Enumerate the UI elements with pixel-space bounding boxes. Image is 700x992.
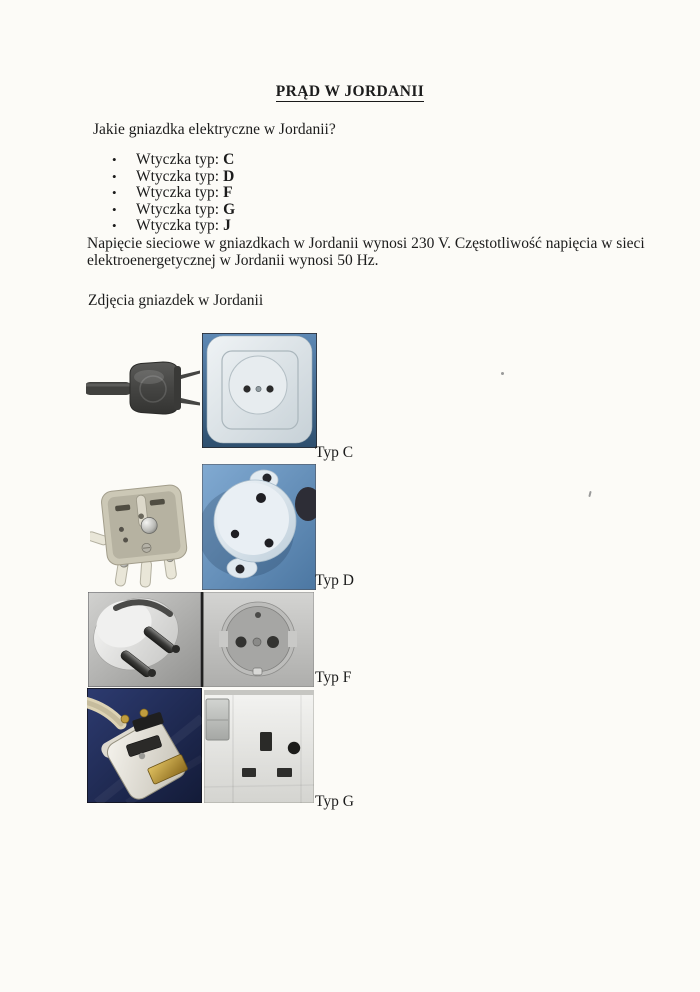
socket-hole-left [236,637,247,648]
socket-hole-top [256,493,266,503]
list-item [112,185,235,202]
plug-type-letter: J [223,217,231,235]
scan-speck [588,491,591,497]
socket-hole-left [231,530,239,538]
socket-slot-left [242,768,256,777]
plug-type-letter: G [223,200,236,218]
plug-pin-top [181,371,200,380]
plug-body [130,362,178,414]
list-item-label: Wtyczka typ: [136,151,220,168]
plug-type-letter: C [223,151,235,168]
socket-hole-right [266,385,273,392]
list-item [112,152,235,169]
list-item [112,169,235,186]
list-item [112,202,235,219]
type-f-plug-and-socket-photo [88,592,314,687]
list-item-label: Wtyczka typ: [136,217,220,235]
voltage-paragraph-line1: Napięcie sieciowe w gniazdkach w Jordanii wynosi 230 V. Częstotliwość napięcia w sieci [87,235,645,252]
type-c-socket-photo [202,333,317,448]
voltage-paragraph [87,236,647,269]
photos-caption: Zdjęcia gniazdek w Jordanii [88,292,264,309]
question-line: Jakie gniazdka elektryczne w Jordanii? [93,121,336,138]
earth-clip [253,668,262,675]
list-item [112,218,235,235]
plug-body [100,484,187,566]
type-g-plug-photo [87,688,202,803]
plug-type-letter: F [223,184,233,202]
figure-label-typ-f: Typ F [315,669,352,686]
plug-screw [140,709,148,717]
type-g-socket-photo [204,690,314,803]
plug-screw [121,715,129,723]
socket-earth-slot [260,732,272,751]
socket-side-notch [219,631,228,647]
bullet-icon: • [112,152,117,167]
socket-recess [229,356,287,414]
plug-type-letter: D [223,167,235,185]
socket-slot-right [277,768,292,777]
socket-switch [206,699,229,740]
figure-label-typ-d: Typ D [315,572,354,589]
socket-screw [253,638,261,646]
page-title [0,83,700,101]
socket-round-hole [288,742,300,754]
bullet-icon: • [112,168,117,184]
plug-pin-bottom [181,398,200,406]
page-title-text: PRĄD W JORDANII [275,83,425,100]
bullet-icon: • [112,218,117,234]
scan-speck [501,372,504,375]
socket-screw [256,386,261,391]
list-item-label: Wtyczka typ: [136,184,220,202]
socket-hole-right [267,636,279,648]
socket-side-notch [288,631,297,647]
list-item-label: Wtyczka typ: [136,167,220,185]
socket-hole-left [243,385,250,392]
list-item-label: Wtyczka typ: [136,200,220,218]
bullet-icon: • [112,185,117,201]
plug-type-list [112,152,235,235]
voltage-paragraph-line2: elektroenergetycznej w Jordanii wynosi 50 Hz. [87,251,379,269]
bullet-icon: • [112,201,117,217]
type-d-plug-photo [90,472,200,590]
figure-label-typ-g: Typ G [315,793,354,810]
type-c-europlug-photo [86,352,202,424]
socket-hole-right [265,539,274,548]
figure-label-typ-c: Typ C [315,444,354,461]
type-d-socket-photo [202,464,316,590]
